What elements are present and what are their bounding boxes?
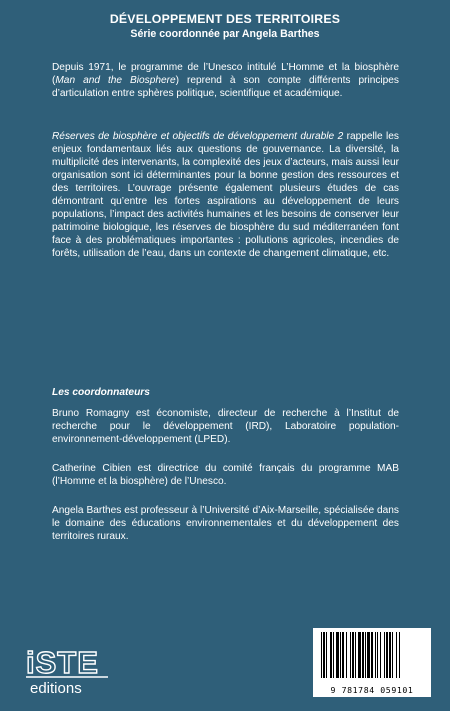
intro-p1-text-b: ) reprend à son compte différents principes d’articulation entre sphères politique, scientifique et académique. — [52, 75, 399, 99]
barcode-bars — [313, 632, 431, 688]
barcode-digits: 9 781784 059101 — [330, 685, 414, 695]
isbn-barcode — [313, 628, 431, 697]
coordinator-bio-barthes: Angela Barthes est professeur à l’Université d’Aix-Marseille, spécialisée dans le domaine des éducations environnementales et du développement des territoires ruraux. — [52, 505, 399, 542]
coordinator-bio-romagny: Bruno Romagny est économiste, directeur de recherche à l’Institut de recherche pour le développement (IRD), Laboratoire population-environnement-développement (LPED). — [52, 408, 399, 445]
intro-p1-text-a: Depuis 1971, le programme de l’Unesco intitulé L’Homme et la biosphère ( — [52, 62, 399, 86]
intro-p2-text: rappelle les enjeux fondamentaux liés aux questions de gouvernance. La diversité, la multiplicité des intervenants, la complexité des jeux d’acteurs, mais aussi leur organisation sont ici déterminantes pour la bonne gestion des ressources et des territoires. L’ouvrage présente également plusieurs études de cas démontrant qu’entre les fortes aspirations au développement de leurs populations, l’impact des activités humaines et les besoins de conserver leur patrimoine biologique, les réserves de biosphère du sud méditerranéen font face à des problématiques importantes : pollutions agricoles, incendies de forêts, utilisation de l’eau, dans un contexte de changement climatique, etc. — [52, 131, 399, 259]
logo-subtext: editions — [30, 680, 82, 697]
intro-paragraph-2 — [52, 130, 399, 260]
series-title: DÉVELOPPEMENT DES TERRITOIRES — [109, 12, 341, 26]
coordinators-heading: Les coordonnateurs — [52, 387, 150, 398]
intro-paragraph-1 — [52, 61, 399, 100]
coordinator-bio-cibien: Catherine Cibien est directrice du comité français du programme MAB (l’Homme et la biosphère) de l’Unesco. — [52, 463, 399, 487]
iste-editions-logo — [22, 643, 122, 698]
series-subtitle: Série coordonnée par Angela Barthes — [130, 28, 320, 40]
intro-p1-italic: Man and the Biosphere — [55, 75, 176, 86]
book-title-italic: Réserves de biosphère et objectifs de développement durable 2 — [52, 131, 344, 142]
logo-word: iSTE — [26, 645, 99, 680]
